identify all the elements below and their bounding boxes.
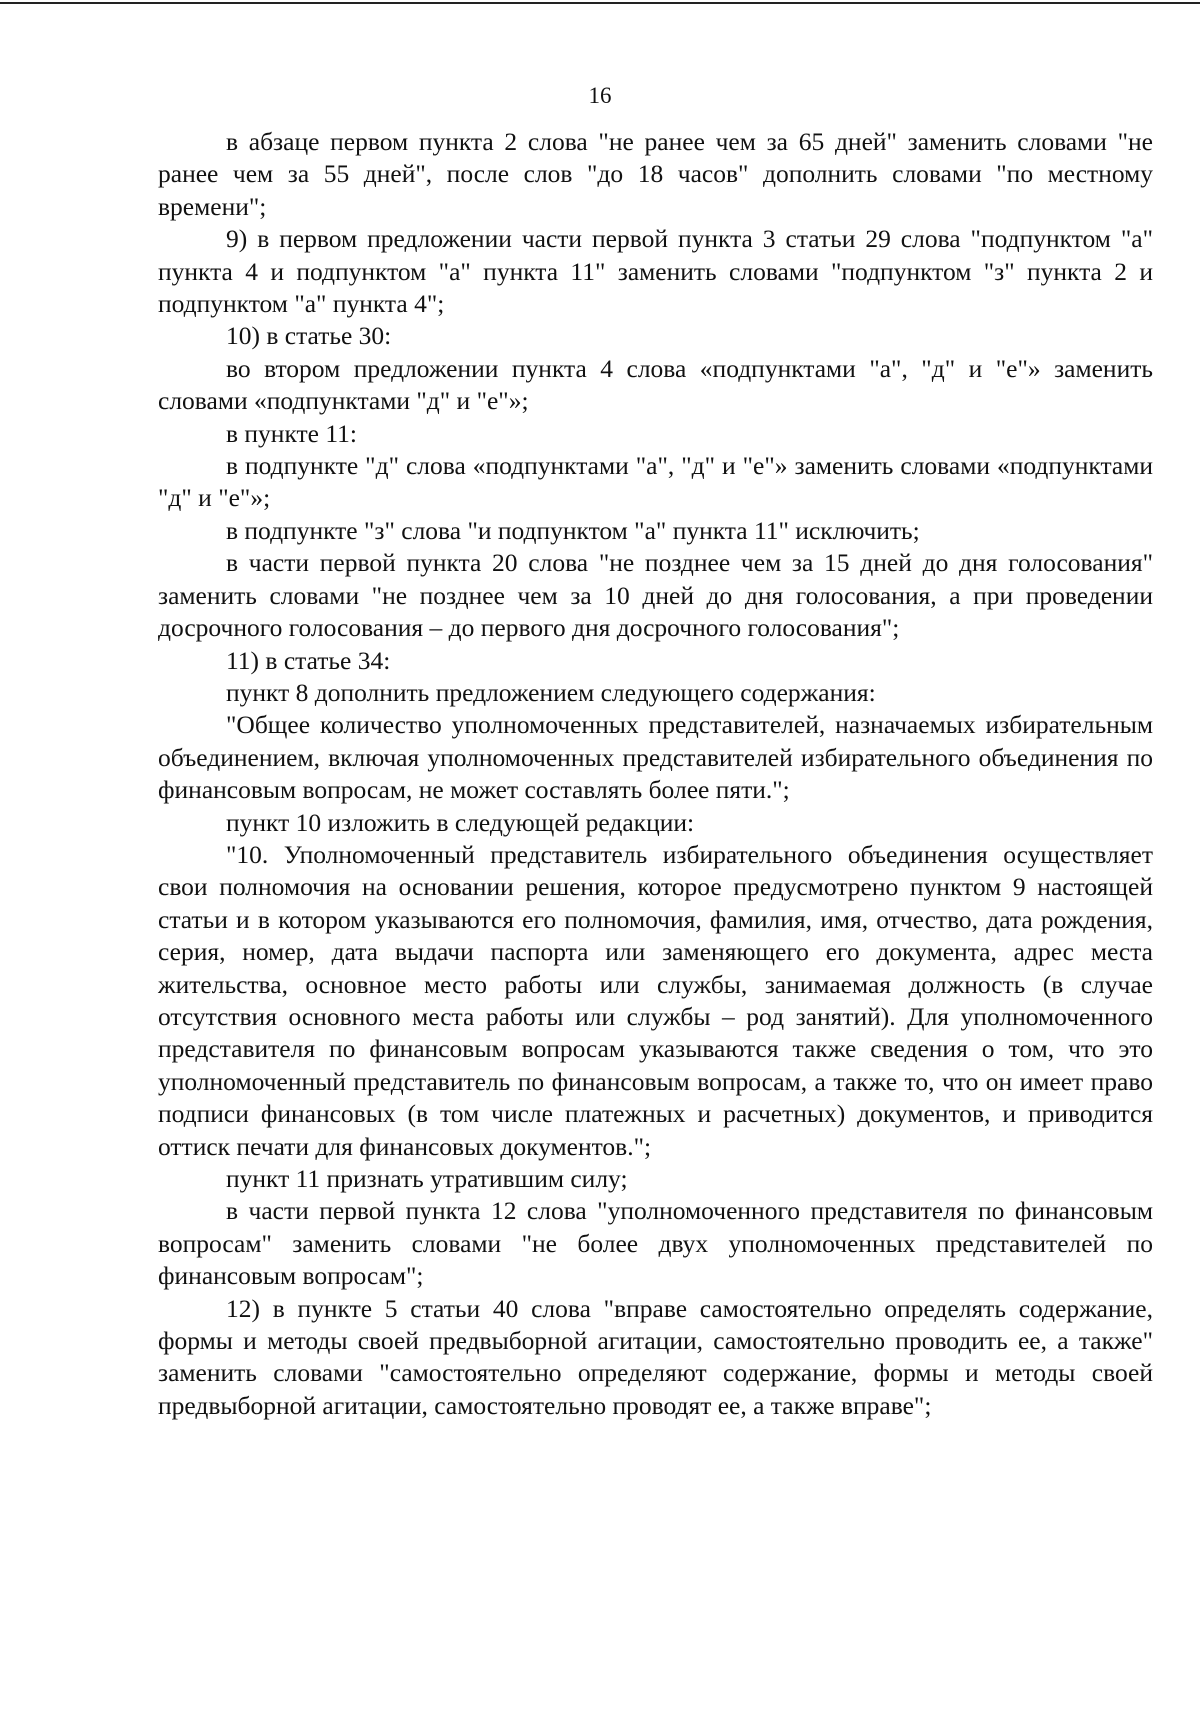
paragraph-14: пункт 11 признать утратившим силу; (226, 1164, 628, 1193)
top-border-line (0, 2, 1200, 4)
paragraph-10: пункт 8 дополнить предложением следующего содержания: (226, 677, 876, 707)
paragraph-8: в части первой пункта 20 слова "не позднее чем за 15 дней до дня голосования" заменить словами "не позднее чем за 10 дней до дня голосования, а при проведении досрочного голосования – до первого дня досрочного голосования"; (158, 548, 1153, 643)
paragraph-2: 9) в первом предложении части первой пункта 3 статьи 29 слова "подпунктом "а" пункта 4 и подпунктом "а" пункта 11" заменить словами "подпунктом "з" пункта 2 и подпунктом "а" пункта 4"; (158, 224, 1153, 319)
paragraph-15: в части первой пункта 12 слова "уполномоченного представителя по финансовым вопросам" заменить словами "не более двух уполномоченных представителей по финансовым вопросам"; (158, 1196, 1153, 1291)
paragraph-6: в подпункте "д" слова «подпунктами "а", "д" и "е"» заменить словами «подпунктами "д" и "е"»; (158, 451, 1153, 513)
paragraph-12: пункт 10 изложить в следующей редакции: (226, 807, 695, 837)
paragraph-1: в абзаце первом пункта 2 слова "не ранее чем за 65 дней" заменить словами "не ранее чем за 55 дней", после слов "до 18 часов" дополнить словами "по местному времени"; (158, 127, 1153, 221)
paragraph-4: во втором предложении пункта 4 слова «подпунктами "а", "д" и "е"» заменить словами «подпунктами "д" и "е"»; (158, 353, 1153, 416)
paragraph-9: 11) в статье 34: (226, 645, 391, 675)
paragraph-7: в подпункте "з" слова "и подпунктом "а" пункта 11" исключить; (226, 515, 920, 545)
paragraph-13: "10. Уполномоченный представитель избирательного объединения осуществляет свои полномочия на основании решения, которое предусмотрено пунктом 9 настоящей статьи и в котором указываются его полномочия, фамилия, имя, отчество, дата рождения, серия, номер, дата выдачи паспорта или заменяющего его документа, адрес места жительства, основное место работы или службы, занимаемая должность (в случае отсутствия основного места работы или службы – род занятий). Для уполномоченного представителя по финансовым вопросам указываются также сведения о том, что это уполномоченный представитель по финансовым вопросам, а также то, что он имеет право подписи финансовых (в том числе платежных и расчетных) документов, и приводится оттиск печати для финансовых документов."; (158, 839, 1153, 1161)
document-body (158, 126, 1153, 1422)
paragraph-11: "Общее количество уполномоченных представителей, назначаемых избирательным объединением, включая уполномоченных представителей избирательного объединения по финансовым вопросам, не может составлять более пяти."; (158, 710, 1153, 805)
paragraph-3: 10) в статье 30: (226, 321, 392, 351)
paragraph-16: 12) в пункте 5 статьи 40 слова "вправе самостоятельно определять содержание, формы и методы своей предвыборной агитации, самостоятельно проводить ее, а также" заменить словами "самостоятельно определяют содержание, формы и методы своей предвыборной агитации, самостоятельно проводят ее, а также вправе"; (158, 1293, 1153, 1420)
page-number: 16 (588, 83, 612, 108)
paragraph-5: в пункте 11: (226, 418, 357, 448)
